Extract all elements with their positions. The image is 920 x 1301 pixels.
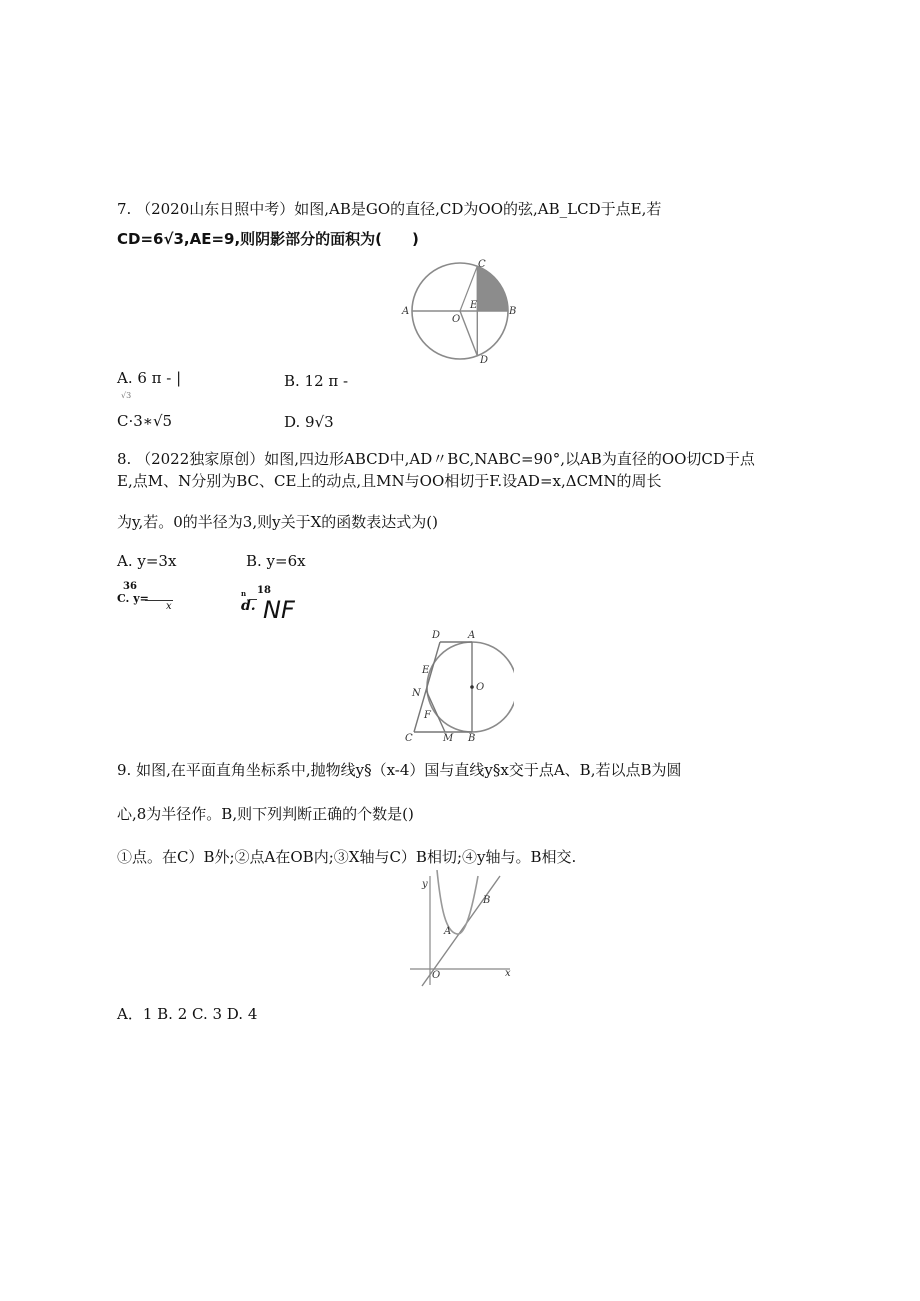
label-n: N xyxy=(412,688,421,699)
label-c: C xyxy=(478,259,486,270)
q9-graph-figure xyxy=(410,870,520,990)
label-b: B xyxy=(483,895,491,906)
label-e: E xyxy=(422,665,430,676)
label-o: O xyxy=(432,970,441,981)
label-d: D xyxy=(480,355,489,366)
q8-option-c: C. y= xyxy=(117,592,149,605)
q7-option-c: C·3∗√5 xyxy=(117,412,173,430)
center-o xyxy=(470,685,474,689)
q8-option-d-numerator: 18 xyxy=(257,585,271,596)
q9-options: A．1 B. 2 C. 3 D. 4 xyxy=(117,1005,258,1023)
q8-option-b: B. y=6x xyxy=(246,552,306,570)
q7-option-a: A. 6 π - | xyxy=(117,369,182,387)
q8-stem-line3: 为y,若。0的半径为3,则y关于X的函数表达式为() xyxy=(117,513,438,531)
q8-stem-line1: 8. （2022独家原创）如图,四边形ABCD中,AD〃BC,NABC=90°,以AB为直径的OO切CD于点 xyxy=(117,450,755,468)
label-o: O xyxy=(452,314,461,325)
q8-option-c-numerator: 36 xyxy=(123,581,137,592)
q7-option-d: D. 9√3 xyxy=(284,413,334,431)
q8-option-d: d. xyxy=(241,598,256,614)
shaded-region xyxy=(477,266,508,311)
label-a: A xyxy=(468,630,476,641)
label-c: C xyxy=(405,733,413,744)
label-a: A xyxy=(402,306,410,317)
q7-option-a-fragment: √3 xyxy=(121,391,132,400)
label-f: F xyxy=(424,710,431,721)
q9-stem-line1: 9. 如图,在平面直角坐标系中,抛物线y§（x-4）国与直线y§x交于点A、B,若以点B为圆 xyxy=(117,761,682,779)
label-x: x xyxy=(505,968,511,979)
label-b: B xyxy=(468,733,476,744)
label-d: D xyxy=(432,630,441,641)
q8-option-d-sup: n xyxy=(241,589,247,598)
label-b: B xyxy=(509,306,517,317)
q8-option-d-extra: NF xyxy=(263,596,295,624)
q7-circle-figure xyxy=(398,256,524,366)
parabola xyxy=(437,870,478,934)
label-o: O xyxy=(476,682,485,693)
q9-stem-line3: ①点。在C）B外;②点A在OB内;③X轴与C）B相切;④y轴与。B相交. xyxy=(117,848,577,866)
label-y: y xyxy=(422,879,428,890)
label-m: M xyxy=(443,733,454,744)
q7-stem-line1: 7. （2020山东日照中考）如图,AB是GO的直径,CD为OO的弦,AB_LCD于点E,若 xyxy=(117,200,662,218)
q8-option-d-bar xyxy=(249,599,257,600)
label-a: A xyxy=(444,926,452,937)
q8-option-c-denominator: x xyxy=(166,601,172,612)
q8-trapezoid-figure xyxy=(400,626,520,746)
q9-stem-line2: 心,8为半径作。B,则下列判断正确的个数是() xyxy=(117,805,414,823)
q7-stem-line2: CD=6√3,AE=9,则阴影部分的面积为( ) xyxy=(117,230,419,248)
q8-stem-line2: E,点M、N分别为BC、CE上的动点,且MN与OO相切于F.设AD=x,ΔCMN的周长 xyxy=(117,472,662,490)
label-e: E xyxy=(470,300,478,311)
q8-option-a: A. y=3x xyxy=(117,552,177,570)
radius-od xyxy=(460,311,477,356)
q7-option-b: B. 12 π - xyxy=(284,372,349,390)
